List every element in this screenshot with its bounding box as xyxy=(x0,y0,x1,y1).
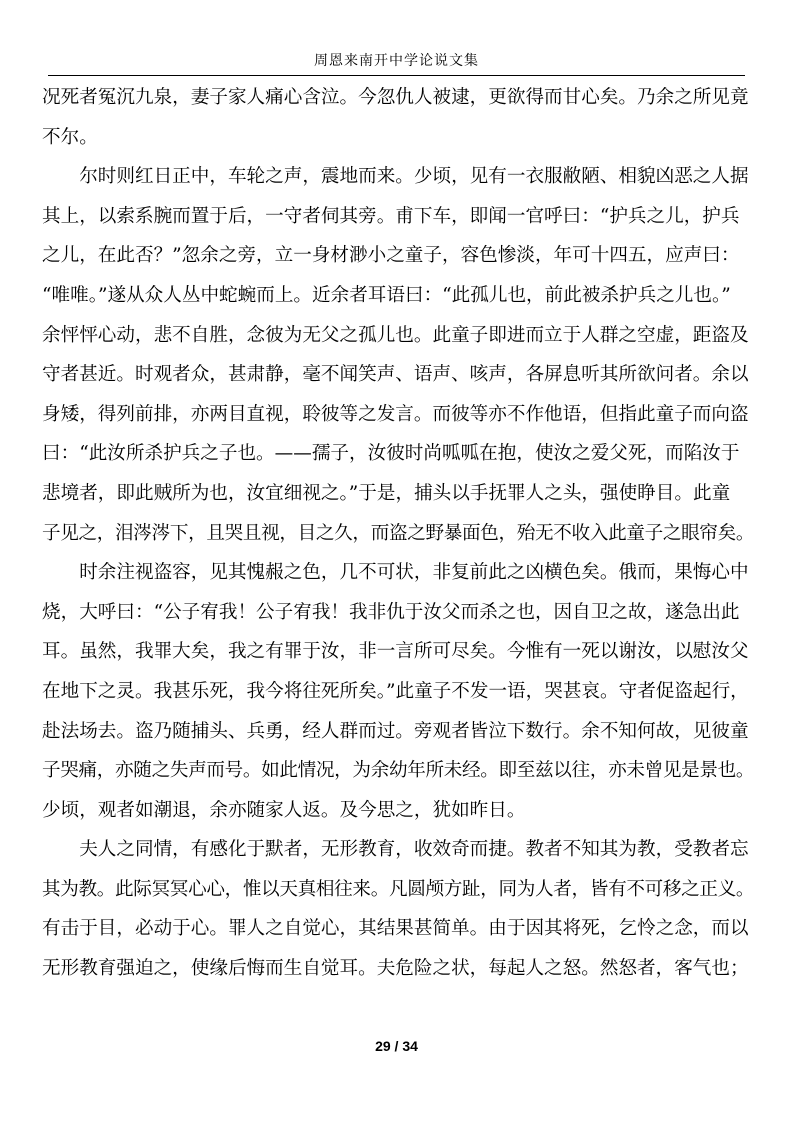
text-line: 子见之，泪涔涔下，且哭且视，目之久，而盗之野暴面色，殆无不收入此童子之眼帘矣。 xyxy=(42,522,755,544)
document-body xyxy=(42,78,754,989)
paragraph xyxy=(42,553,754,830)
text-line: 其上，以索系腕而置于后，一守者伺其旁。甫下车，即闻一官呼曰：“护兵之儿，护兵 xyxy=(42,205,740,227)
text-line: 烧，大呼曰：“公子宥我！公子宥我！我非仇于汝父而杀之也，因自卫之故，遂急出此 xyxy=(42,601,740,623)
paragraph xyxy=(42,78,754,157)
text-line: 尔时则红日正中，车轮之声，震地而来。少顷，见有一衣服敝陋、相貌凶恶之人据 xyxy=(42,166,749,188)
paragraph xyxy=(42,157,754,553)
text-line: 有击于目，必动于心。罪人之自觉心，其结果甚简单。由于因其将死，乞怜之念，而以 xyxy=(42,918,749,940)
text-line: 曰：“此汝所杀护兵之子也。——孺子，汝彼时尚呱呱在抱，使汝之爱父死，而陷汝于 xyxy=(42,443,740,465)
text-line: “唯唯。”遂从众人丛中蛇蜿而上。近余者耳语曰：“此孤儿也，前此被杀护兵之儿也。” xyxy=(42,284,731,306)
text-line: 耳。虽然，我罪大矣，我之有罪于汝，非一言所可尽矣。今惟有一死以谢汝，以慰汝父 xyxy=(42,641,749,663)
paragraph xyxy=(42,830,754,988)
header-divider xyxy=(48,75,745,76)
text-line: 少顷，观者如潮退，余亦随家人返。及今思之，犹如昨日。 xyxy=(42,799,526,821)
text-line: 不尔。 xyxy=(42,126,98,148)
text-line: 其为教。此际冥冥心心，惟以天真相往来。凡圆颅方趾，同为人者，皆有不可移之正义。 xyxy=(42,878,755,900)
text-line: 之儿，在此否？”忽余之旁，立一身材渺小之童子，容色惨淡，年可十四五，应声曰： xyxy=(42,245,740,267)
text-line: 况死者冤沉九泉，妻子家人痛心含泣。今忽仇人被逮，更欲得而甘心矣。乃余之所见竟 xyxy=(42,87,749,108)
text-line: 赴法场去。盗乃随捕头、兵勇，经人群而过。旁观者皆泣下数行。余不知何故，见彼童 xyxy=(42,720,749,742)
page-number: 29 / 34 xyxy=(375,1038,418,1054)
text-line: 在地下之灵。我甚乐死，我今将往死所矣。”此童子不发一语，哭甚哀。守者促盗起行， xyxy=(42,680,749,702)
text-line: 夫人之同情，有感化于默者，无形教育，收效奇而捷。教者不知其为教，受教者忘 xyxy=(42,839,749,861)
text-line: 无形教育强迫之，使缘后悔而生自觉耳。夫危险之状，每起人之怒。然怒者，客气也； xyxy=(42,958,749,980)
text-line: 身矮，得列前排，亦两目直视，聆彼等之发言。而彼等亦不作他语，但指此童子而向盗 xyxy=(42,403,749,425)
text-line: 守者甚近。时观者众，甚肃静，毫不闻笑声、语声、咳声，各屏息听其所欲问者。余以 xyxy=(42,364,749,386)
text-line: 时余注视盗容，见其愧赧之色，几不可状，非复前此之凶横色矣。俄而，果悔心中 xyxy=(42,562,749,584)
text-line: 子哭痛，亦随之失声而号。如此情况，为余幼年所未经。即至兹以往，亦未曾见是景也。 xyxy=(42,760,755,782)
text-line: 悲境者，即此贼所为也，汝宜细视之。”于是，捕头以手抚罪人之头，强使睁目。此童 xyxy=(42,482,731,504)
running-header: 周恩来南开中学论说文集 xyxy=(314,53,479,69)
text-line: 余怦怦心动，悲不自胜，念彼为无父之孤儿也。此童子即进而立于人群之空虚，距盗及 xyxy=(42,324,749,346)
